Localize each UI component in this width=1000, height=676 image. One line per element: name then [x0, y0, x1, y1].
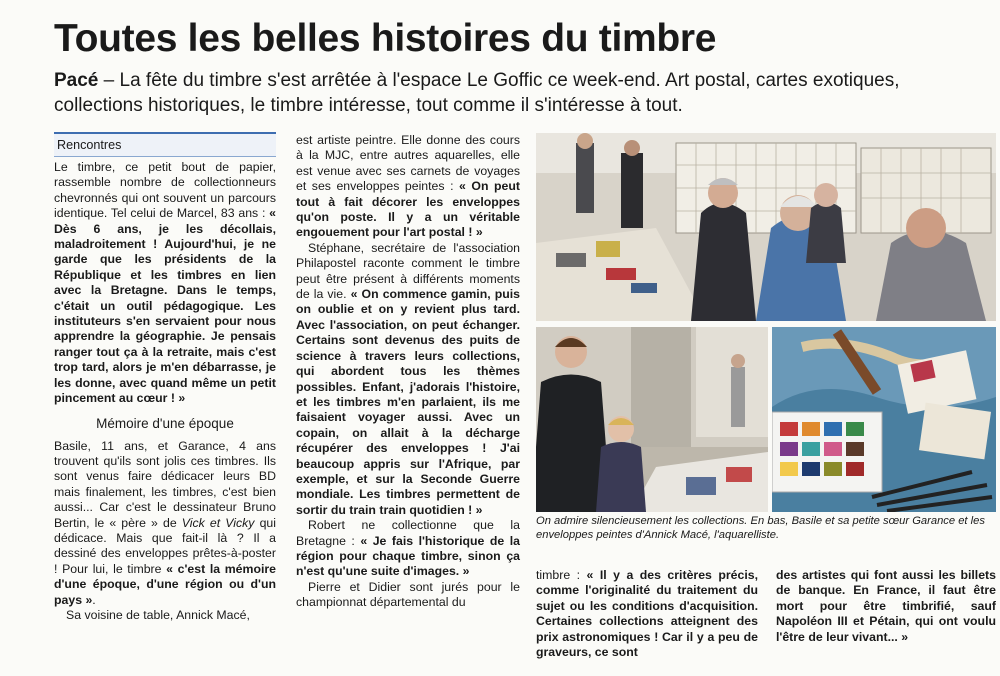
- article-column-4: [776, 568, 996, 645]
- col1-p2-title: Vick et Vicky: [181, 515, 255, 530]
- rubric-label: Rencontres: [54, 132, 276, 157]
- children-photo-drawing: [536, 327, 768, 512]
- col1-paragraph-3: Sa voisine de table, Annick Macé,: [66, 607, 250, 622]
- col2-paragraph-3: [296, 518, 520, 580]
- col4-quote: des artistes qui font aussi les billets de banque. En France, il faut être mort pour être timbrifié, sauf Napoléon III et Pétain, qui ont voulu l'être de leur vivant... »: [776, 568, 996, 644]
- article-column-3: [536, 568, 758, 660]
- col2-p1-quote: « On peut tout à fait décorer les enveloppes qu'on poste. Il y a un véritable engouement pour l'art postal ! »: [296, 179, 520, 240]
- article-column-2: [296, 133, 520, 611]
- exhibition-photo-drawing: [536, 133, 996, 321]
- col3-quote: « Il y a des critères précis, comme l'originalité du traitement du sujet ou les conditions d'acquisition. Certaines collections atteignent des prix astronomiques ! Car il y a peu de graveurs, ce sont: [536, 568, 758, 660]
- col2-paragraph-4: Pierre et Didier sont jurés pour le championnat départemental du: [296, 579, 520, 610]
- col2-p2-quote: « On commence gamin, puis on oublie et on y revient plus tard. Avec l'association, on peut échanger. Certains sont devenus des puits de science à travers leurs collections, qui abordent tous les thèmes possibles. Enfant, j'adorais l'histoire, et les timbres m'en parlaient, ils me faisaient voyager aussi. Avec un copain, on allait à la décharge récupérer des enveloppes ! J'ai beaucoup appris sur l'Afrique, par exemple, et sur la Seconde Guerre mondiale. Les timbres permettent de sortir du train train quotidien ! »: [296, 287, 520, 517]
- col1-p2-quote: « c'est la mémoire d'une époque, d'une région ou d'un pays »: [54, 561, 277, 607]
- col1-paragraph-2: [54, 439, 276, 608]
- col2-p2-text: Stéphane, secrétaire de l'association Philapostel raconte comment le timbre peut être présent à différents moments de la vie.: [296, 240, 520, 302]
- children-photo: [536, 327, 768, 512]
- article-lede: [54, 68, 934, 118]
- col1-p1-quote: « Dès 6 ans, je les décollais, maladroitement ! Aujourd'hui, je ne garde que les présidents de la République et les timbres en lien avec la Bretagne. Dans le temps, c'était un outil pédagogique. Les instituteurs s'en servaient pour nous apprendre la géographie. Je pensais ranger tout ça à la retraite, mais c'est trop tard, alors je m'en débarrasse, je les donne, avec quand même un petit pincement au cœur ! »: [54, 206, 276, 406]
- col1-p1-text: Le timbre, ce petit bout de papier, rassemble nombre de collectionneurs chevronnés qui ont souvent un parcours identique. Tel celui de Marcel, 83 ans :: [54, 160, 276, 221]
- subheading: Mémoire d'une époque: [96, 415, 234, 431]
- lede-text: – La fête du timbre s'est arrêtée à l'espace Le Goffic ce week-end. Art postal, cartes exotiques, collections historiques, le timbre intéresse, tout comme il s'intéresse à tout.: [54, 70, 900, 116]
- col2-paragraph-2: [296, 241, 520, 518]
- painted-envelopes-photo: [772, 327, 996, 512]
- col2-p3-text: Robert ne collectionne que la Bretagne :: [296, 518, 520, 548]
- lede-place: Pacé: [54, 70, 99, 91]
- painted-envelopes-drawing: [772, 327, 996, 512]
- col2-paragraph-1: [296, 133, 520, 241]
- col1-paragraph-1: [54, 160, 276, 407]
- col3-text: timbre :: [536, 568, 587, 582]
- col2-p1-text: est artiste peintre. Elle donne des cours à la MJC, entre autres aquarelles, elle est venue avec ses carnets de voyages et ses enveloppes peintes :: [296, 133, 520, 194]
- photo-caption: On admire silencieusement les collections. En bas, Basile et sa petite sœur Garance et les enveloppes peintes d'Annick Macé, l'aquarelliste.: [536, 515, 985, 541]
- col1-p2-text-a: Basile, 11 ans, et Garance, 4 ans trouvent qu'ils sont jolis ces timbres. Ils sont venus faire dédicacer leurs BD mais finalement, les timbres, c'est bien aussi... Car c'est le dessinateur Bruno Bertin, le « père » de: [54, 438, 276, 530]
- col2-p3-quote: « Je fais l'historique de la région pour chaque timbre, sinon ça n'est qu'une suite d'images. »: [296, 533, 520, 579]
- exhibition-photo: [536, 133, 996, 321]
- col1-p2-text-c: .: [92, 592, 96, 607]
- article-column-1: [54, 160, 276, 623]
- col3-paragraph: [536, 568, 758, 660]
- col1-p2-text-b: qui dédicace. Mais que fait-il là ? Il a dessiné des enveloppes prêtes-à-poster ! Pour lui, le timbre: [54, 515, 276, 576]
- article-headline: Toutes les belles histoires du timbre: [54, 17, 717, 60]
